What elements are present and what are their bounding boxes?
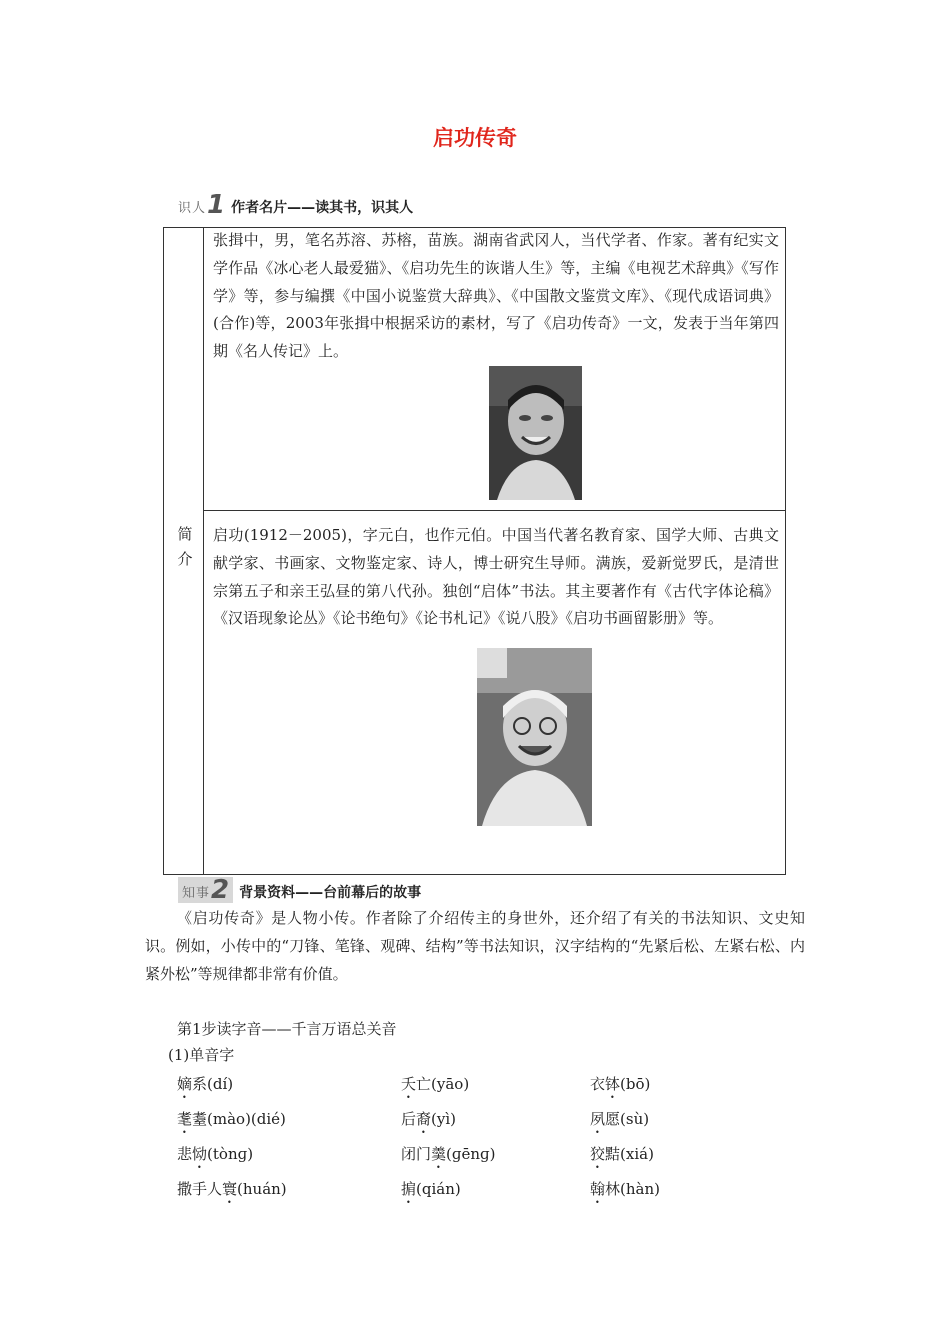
word-prefix: 闭门 — [401, 1145, 432, 1163]
intro-table — [163, 227, 786, 875]
word-rest: 亡(yāo) — [416, 1075, 470, 1093]
word-prefix: 悲 — [177, 1145, 193, 1163]
word-item — [590, 1179, 660, 1207]
dotted-char: 寰 — [222, 1180, 238, 1198]
badge-text: 知事 — [182, 886, 211, 901]
word-item — [590, 1109, 649, 1137]
word-rest: 林(hàn) — [605, 1180, 660, 1198]
word-prefix: 撒手人 — [177, 1180, 223, 1198]
dotted-char: 裔 — [416, 1110, 432, 1128]
word-rest: (ɡēnɡ) — [446, 1145, 496, 1163]
word-item — [401, 1179, 461, 1207]
word-rest: (tònɡ) — [207, 1145, 254, 1163]
word-rest: (yì) — [431, 1110, 457, 1128]
dotted-char: 恸 — [192, 1145, 208, 1163]
section-header-background — [178, 877, 421, 903]
word-rest: 黠(xiá) — [605, 1145, 654, 1163]
dotted-char: 夙 — [590, 1110, 606, 1128]
word-prefix: 后 — [401, 1110, 417, 1128]
word-prefix: 衣 — [590, 1075, 606, 1093]
word-rest: (huán) — [237, 1180, 287, 1198]
section-header-author — [178, 192, 413, 218]
badge-text: 识人 — [178, 201, 207, 216]
section-badge — [178, 192, 225, 218]
word-rest: 系(dí) — [192, 1075, 234, 1093]
intro-label: 简介 — [177, 525, 193, 568]
word-item — [401, 1144, 495, 1172]
author-photo — [489, 366, 582, 500]
word-rest: 耋(mào)(dié) — [192, 1110, 286, 1128]
word-item — [177, 1074, 233, 1102]
word-item — [590, 1144, 654, 1172]
subsection-heading: (1)单音字 — [168, 1046, 235, 1064]
dotted-char: 钵 — [605, 1075, 621, 1093]
section-label: 背景资料——台前幕后的故事 — [239, 885, 422, 901]
step-heading: 第1步读字音——千言万语总关音 — [177, 1020, 397, 1038]
word-rest: 愿(sù) — [605, 1110, 650, 1128]
dotted-char: 耄 — [177, 1110, 193, 1128]
badge-number: 1 — [207, 190, 226, 220]
word-item — [401, 1109, 456, 1137]
section-badge — [178, 877, 233, 903]
dotted-char: 嫡 — [177, 1075, 193, 1093]
word-item — [177, 1109, 286, 1137]
badge-number: 2 — [211, 875, 230, 905]
background-paragraph: 《启功传奇》是人物小传。作者除了介绍传主的身世外，还介绍了有关的书法知识、文史知识。例如，小传中的“刀锋、笔锋、观碑、结构”等书法知识，汉字结构的“先紧后松、左紧右松、内紧外松”等规律都非常有价值。 — [145, 909, 805, 983]
subject-photo — [477, 648, 592, 826]
section-label: 作者名片——读其书，识其人 — [231, 200, 414, 216]
dotted-char: 狡 — [590, 1145, 606, 1163]
dotted-char: 夭 — [401, 1075, 417, 1093]
word-rest: (qián) — [416, 1180, 461, 1198]
intro-label-cell — [164, 228, 204, 874]
subject-row — [204, 510, 785, 874]
author-intro-text: 张揖中，男，笔名苏溶、苏榕，苗族。湖南省武冈人，当代学者、作家。著有纪实文学作品《冰心老人最爱猫》、《启功先生的诙谐人生》等，主编《电视艺术辞典》《写作学》等，参与编撰《中国小说鉴赏大辞典》、《中国散文鉴赏文库》、《现代成语词典》(合作)等，2003年张揖中根据采访的素材，写了《启功传奇》一文，发表于当年第四期《名人传记》上。 — [213, 231, 779, 361]
word-item — [401, 1074, 469, 1102]
word-item — [177, 1179, 287, 1207]
page-title: 启功传奇 — [433, 126, 517, 150]
dotted-char: 翰 — [590, 1180, 606, 1198]
word-rest: (bō) — [620, 1075, 651, 1093]
subject-intro-text: 启功(1912－2005)，字元白，也作元伯。中国当代著名教育家、国学大师、古典文献学家、书画家、文物鉴定家、诗人，博士研究生导师。满族，爱新觉罗氏，是清世宗第五子和亲王弘昼的第八代孙。独创“启体”书法。其主要著作有《古代字体论稿》《汉语现象论丛》《论书绝句》《论书札记》《说八股》《启功书画留影册》等。 — [213, 526, 779, 628]
word-item — [590, 1074, 650, 1102]
dotted-char: 掮 — [401, 1180, 417, 1198]
author-row — [204, 228, 785, 511]
word-item — [177, 1144, 253, 1172]
dotted-char: 羹 — [431, 1145, 447, 1163]
